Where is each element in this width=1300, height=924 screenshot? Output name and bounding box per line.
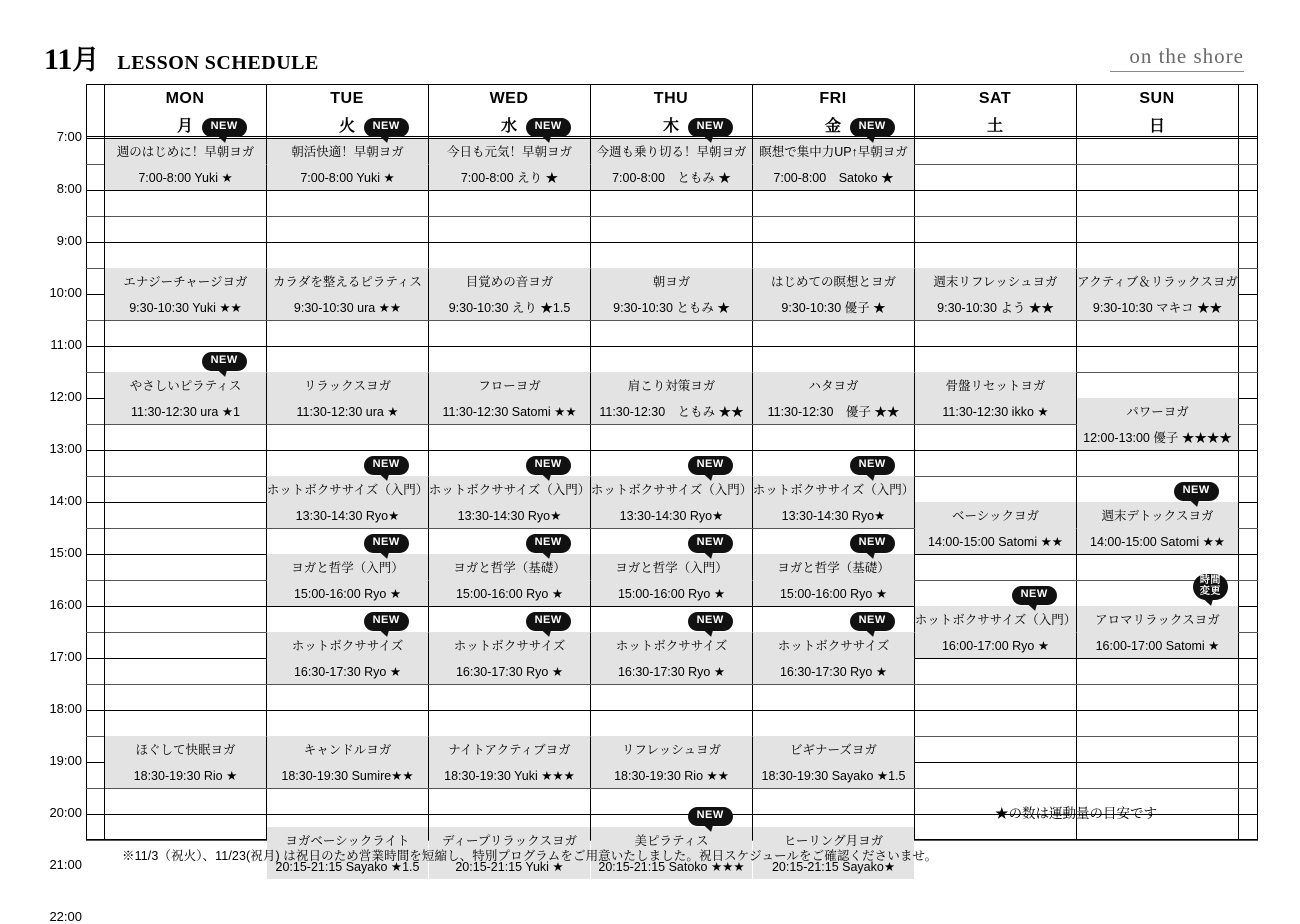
new-badge: NEW	[850, 612, 895, 631]
lesson-title: ヨガと哲学（入門）	[267, 554, 428, 580]
month-number: 11	[44, 43, 73, 76]
lesson-info: 16:00-17:00 Satomi ★	[1077, 632, 1238, 658]
lesson-info: 9:30-10:30 優子 ★	[753, 294, 914, 320]
new-badge: NEW	[688, 118, 733, 137]
lesson-block[interactable]	[915, 268, 1076, 320]
day-header-sun	[1076, 90, 1238, 136]
grid-vertical-line	[914, 84, 915, 840]
lesson-info: 13:30-14:30 Ryo★	[591, 502, 752, 528]
time-label-700: 7:00	[56, 129, 82, 144]
new-badge: NEW	[1012, 586, 1057, 605]
lesson-title: ビギナーズヨガ	[753, 736, 914, 762]
lesson-title: ヨガと哲学（基礎）	[429, 554, 590, 580]
day-header-jp: 日	[1148, 118, 1165, 135]
lesson-info: 18:30-19:30 Rio ★★	[591, 762, 752, 788]
star-legend: ★の数は運動量の目安です	[995, 806, 1157, 821]
lesson-info: 11:30-12:30 ともみ ★★	[591, 398, 752, 424]
lesson-info: 7:00-8:00 Yuki ★	[105, 164, 266, 190]
new-badge: NEW	[526, 118, 571, 137]
lesson-info: 13:30-14:30 Ryo★	[429, 502, 590, 528]
new-badge: NEW	[364, 534, 409, 553]
time-label-2200: 22:00	[49, 909, 82, 924]
grid-major-line	[86, 710, 1258, 711]
lesson-info: 9:30-10:30 マキコ ★★	[1077, 294, 1238, 320]
lesson-title: 瞑想で集中力UP↑早朝ヨガ	[753, 138, 914, 164]
new-badge: NEW	[850, 456, 895, 475]
lesson-block[interactable]	[429, 554, 590, 606]
lesson-info: 7:00-8:00 えり ★	[429, 164, 590, 190]
lesson-title: 週末リフレッシュヨガ	[915, 268, 1076, 294]
lesson-block[interactable]	[591, 138, 752, 190]
lesson-title: ハタヨガ	[753, 372, 914, 398]
time-label-1600: 16:00	[49, 597, 82, 612]
brand-logo-text: on the shore	[1129, 44, 1244, 68]
lesson-info: 15:00-16:00 Ryo ★	[429, 580, 590, 606]
lesson-title: 今日も元気！早朝ヨガ	[429, 138, 590, 164]
lesson-info: 9:30-10:30 Yuki ★★	[105, 294, 266, 320]
grid-vertical-line	[1076, 84, 1077, 840]
day-header-jp: 金	[824, 118, 841, 135]
lesson-title: ヒーリング月ヨガ	[753, 827, 914, 853]
new-badge: NEW	[202, 118, 247, 137]
time-label-1000: 10:00	[49, 285, 82, 300]
new-badge: NEW	[688, 612, 733, 631]
month-heading	[44, 38, 99, 77]
time-label-800: 8:00	[56, 181, 82, 196]
time-label-1200: 12:00	[49, 389, 82, 404]
lesson-title: ホットボクササイズ（入門）	[753, 476, 914, 502]
lesson-info: 15:00-16:00 Ryo ★	[753, 580, 914, 606]
lesson-info: 7:00-8:00 Satoko ★	[753, 164, 914, 190]
lesson-title: ホットボクササイズ	[591, 632, 752, 658]
grid-vertical-line	[428, 84, 429, 840]
lesson-block[interactable]	[105, 372, 266, 424]
lesson-block[interactable]	[105, 736, 266, 788]
lesson-title: 朝活快適！早朝ヨガ	[267, 138, 428, 164]
lesson-info: 11:30-12:30 ura ★	[267, 398, 428, 424]
lesson-title: ホットボクササイズ（入門）	[591, 476, 752, 502]
page-header	[44, 38, 319, 77]
lesson-title: 週末デトックスヨガ	[1077, 502, 1238, 528]
lesson-block[interactable]	[753, 268, 914, 320]
time-change-line2: 変更	[1199, 585, 1221, 597]
grid-horizontal-line	[86, 216, 1258, 217]
lesson-info: 16:30-17:30 Ryo ★	[591, 658, 752, 684]
lesson-block[interactable]	[915, 606, 1076, 658]
lesson-title: ホットボクササイズ	[753, 632, 914, 658]
time-label-1800: 18:00	[49, 701, 82, 716]
lesson-info: 18:30-19:30 Sumire★★	[267, 762, 428, 788]
grid-horizontal-line	[86, 346, 1258, 347]
day-header-en: TUE	[330, 90, 364, 107]
lesson-info: 20:15-21:15 Satoko ★★★	[591, 853, 752, 879]
lesson-block[interactable]	[591, 554, 752, 606]
lesson-info: 18:30-19:30 Sayako ★1.5	[753, 762, 914, 788]
lesson-title: 骨盤リセットヨガ	[915, 372, 1076, 398]
lesson-info: 15:00-16:00 Ryo ★	[267, 580, 428, 606]
new-badge: NEW	[202, 352, 247, 371]
lesson-info: 9:30-10:30 よう ★★	[915, 294, 1076, 320]
day-header-en: SAT	[978, 90, 1012, 107]
lesson-block[interactable]	[267, 632, 428, 684]
lesson-block[interactable]	[753, 138, 914, 190]
lesson-title: はじめての瞑想とヨガ	[753, 268, 914, 294]
lesson-title: リラックスヨガ	[267, 372, 428, 398]
lesson-block[interactable]	[1077, 502, 1238, 554]
new-badge: NEW	[1174, 482, 1219, 501]
new-badge: NEW	[688, 534, 733, 553]
grid-horizontal-line	[86, 450, 1258, 451]
lesson-title: 肩こり対策ヨガ	[591, 372, 752, 398]
lesson-info: 16:30-17:30 Ryo ★	[267, 658, 428, 684]
lesson-title: 美ピラティス	[591, 827, 752, 853]
time-label-1400: 14:00	[49, 493, 82, 508]
day-header-jp: 木	[662, 118, 679, 135]
day-header-en: SUN	[1139, 90, 1175, 107]
grid-horizontal-line	[86, 788, 1258, 789]
lesson-title: ベーシックヨガ	[915, 502, 1076, 528]
lesson-info: 11:30-12:30 ura ★1	[105, 398, 266, 424]
lesson-info: 18:30-19:30 Rio ★	[105, 762, 266, 788]
lesson-block[interactable]	[1077, 606, 1238, 658]
lesson-block[interactable]	[267, 268, 428, 320]
lesson-title: ディープリラックスヨガ	[429, 827, 590, 853]
time-label-900: 9:00	[56, 233, 82, 248]
grid-left-separator	[104, 84, 105, 840]
month-suffix: 月	[72, 45, 100, 75]
time-label-1900: 19:00	[49, 753, 82, 768]
day-header-jp: 月	[176, 118, 193, 135]
lesson-info: 14:00-15:00 Satomi ★★	[1077, 528, 1238, 554]
new-badge: NEW	[364, 612, 409, 631]
lesson-block[interactable]	[591, 632, 752, 684]
lesson-title: アロマリラックスヨガ	[1077, 606, 1238, 632]
lesson-block[interactable]	[267, 736, 428, 788]
time-label-1100: 11:00	[50, 337, 82, 352]
grid-horizontal-line	[86, 320, 1258, 321]
grid-vertical-line	[266, 84, 267, 840]
lesson-info: 11:30-12:30 ikko ★	[915, 398, 1076, 424]
lesson-block[interactable]	[429, 476, 590, 528]
lesson-block[interactable]	[591, 736, 752, 788]
lesson-title: ホットボクササイズ（入門）	[915, 606, 1076, 632]
day-header-jp: 水	[500, 118, 517, 135]
day-header-sat	[914, 90, 1076, 136]
lesson-block[interactable]	[1077, 268, 1238, 320]
lesson-block[interactable]	[429, 138, 590, 190]
lesson-title: 今週も乗り切る！早朝ヨガ	[591, 138, 752, 164]
lesson-title: エナジーチャージヨガ	[105, 268, 266, 294]
grid-vertical-line	[752, 84, 753, 840]
lesson-title: 週のはじめに！早朝ヨガ	[105, 138, 266, 164]
lesson-title: ヨガと哲学（入門）	[591, 554, 752, 580]
lesson-info: 9:30-10:30 えり ★1.5	[429, 294, 590, 320]
day-header-en: FRI	[819, 90, 847, 107]
lesson-block[interactable]	[105, 138, 266, 190]
new-badge: NEW	[526, 612, 571, 631]
time-label-1700: 17:00	[49, 649, 82, 664]
lesson-title: やさしいピラティス	[105, 372, 266, 398]
lesson-title: 目覚めの音ヨガ	[429, 268, 590, 294]
lesson-block[interactable]	[915, 372, 1076, 424]
lesson-title: ホットボクササイズ（入門）	[429, 476, 590, 502]
lesson-info: 16:30-17:30 Ryo ★	[753, 658, 914, 684]
footnote: ※11/3（祝火）、11/23(祝月) は祝日のため営業時間を短縮し、特別プログラムをご用意いたしました。祝日スケジュールをご確認くださいませ。	[122, 849, 938, 863]
lesson-block[interactable]	[267, 476, 428, 528]
lesson-block[interactable]	[753, 372, 914, 424]
grid-horizontal-line	[86, 684, 1258, 685]
lesson-title: ヨガと哲学（基礎）	[753, 554, 914, 580]
lesson-block[interactable]	[591, 268, 752, 320]
lesson-block[interactable]	[591, 372, 752, 424]
lesson-title: リフレッシュヨガ	[591, 736, 752, 762]
lesson-info: 13:30-14:30 Ryo★	[753, 502, 914, 528]
lesson-block[interactable]	[429, 632, 590, 684]
day-header-jp: 火	[338, 118, 355, 135]
day-header-en: THU	[653, 90, 689, 107]
new-badge: NEW	[526, 534, 571, 553]
grid-horizontal-line	[86, 190, 1258, 191]
time-label-2000: 20:00	[49, 805, 82, 820]
lesson-block[interactable]	[429, 736, 590, 788]
lesson-block[interactable]	[429, 372, 590, 424]
lesson-info: 20:15-21:15 Sayako★	[753, 853, 914, 879]
lesson-title: キャンドルヨガ	[267, 736, 428, 762]
lesson-block[interactable]	[753, 554, 914, 606]
day-header-en: MON	[165, 90, 205, 107]
lesson-title: パワーヨガ	[1077, 398, 1238, 424]
lesson-info: 15:00-16:00 Ryo ★	[591, 580, 752, 606]
grid-major-line	[86, 138, 1258, 139]
lesson-title: ホットボクササイズ	[429, 632, 590, 658]
lesson-block[interactable]	[753, 736, 914, 788]
lesson-info: 16:30-17:30 Ryo ★	[429, 658, 590, 684]
lesson-title: ナイトアクティブヨガ	[429, 736, 590, 762]
lesson-block[interactable]	[267, 138, 428, 190]
lesson-block[interactable]	[591, 476, 752, 528]
lesson-info: 14:00-15:00 Satomi ★★	[915, 528, 1076, 554]
lesson-title: カラダを整えるピラティス	[267, 268, 428, 294]
lesson-title: ホットボクササイズ（入門）	[267, 476, 428, 502]
time-change-badge	[1193, 574, 1228, 600]
lesson-info: 7:00-8:00 Yuki ★	[267, 164, 428, 190]
lesson-block[interactable]	[1077, 398, 1238, 450]
new-badge: NEW	[688, 456, 733, 475]
time-label-1300: 13:00	[49, 441, 82, 456]
lesson-title: 朝ヨガ	[591, 268, 752, 294]
grid-border	[86, 84, 1258, 840]
new-badge: NEW	[364, 118, 409, 137]
lesson-block[interactable]	[753, 476, 914, 528]
brand-logo-underline	[1110, 71, 1244, 72]
lesson-info: 18:30-19:30 Yuki ★★★	[429, 762, 590, 788]
lesson-title: ほぐして快眠ヨガ	[105, 736, 266, 762]
grid-horizontal-line	[86, 136, 1258, 137]
lesson-info: 13:30-14:30 Ryo★	[267, 502, 428, 528]
grid-horizontal-line	[86, 242, 1258, 243]
lesson-block[interactable]	[915, 502, 1076, 554]
new-badge: NEW	[526, 456, 571, 475]
lesson-block[interactable]	[429, 268, 590, 320]
lesson-info: 16:00-17:00 Ryo ★	[915, 632, 1076, 658]
day-header-jp: 土	[986, 118, 1003, 135]
lesson-title: ヨガベーシックライト	[267, 827, 428, 853]
lesson-block[interactable]	[105, 268, 266, 320]
day-header-en: WED	[489, 90, 529, 107]
grid-vertical-line	[1238, 84, 1239, 840]
lesson-title: アクティブ＆リラックスヨガ	[1077, 268, 1238, 294]
lesson-block[interactable]	[267, 554, 428, 606]
lesson-info: 11:30-12:30 Satomi ★★	[429, 398, 590, 424]
lesson-info: 20:15-21:15 Yuki ★	[429, 853, 590, 879]
time-label-2100: 21:00	[49, 857, 82, 872]
lesson-block[interactable]	[267, 372, 428, 424]
lesson-info: 12:00-13:00 優子 ★★★★	[1077, 424, 1238, 450]
lesson-info: 9:30-10:30 ともみ ★	[591, 294, 752, 320]
new-badge: NEW	[850, 534, 895, 553]
new-badge: NEW	[850, 118, 895, 137]
lesson-block[interactable]	[753, 632, 914, 684]
brand-logo	[1110, 44, 1244, 72]
new-badge: NEW	[364, 456, 409, 475]
grid-vertical-line	[590, 84, 591, 840]
lesson-title: フローヨガ	[429, 372, 590, 398]
page-title: LESSON SCHEDULE	[117, 52, 319, 74]
time-change-line1: 時間	[1199, 575, 1221, 586]
lesson-info: 7:00-8:00 ともみ ★	[591, 164, 752, 190]
lesson-info: 11:30-12:30 優子 ★★	[753, 398, 914, 424]
lesson-info: 20:15-21:15 Sayako ★1.5	[267, 853, 428, 879]
lesson-info: 9:30-10:30 ura ★★	[267, 294, 428, 320]
lesson-title: ホットボクササイズ	[267, 632, 428, 658]
time-label-1500: 15:00	[49, 545, 82, 560]
new-badge: NEW	[688, 807, 733, 826]
